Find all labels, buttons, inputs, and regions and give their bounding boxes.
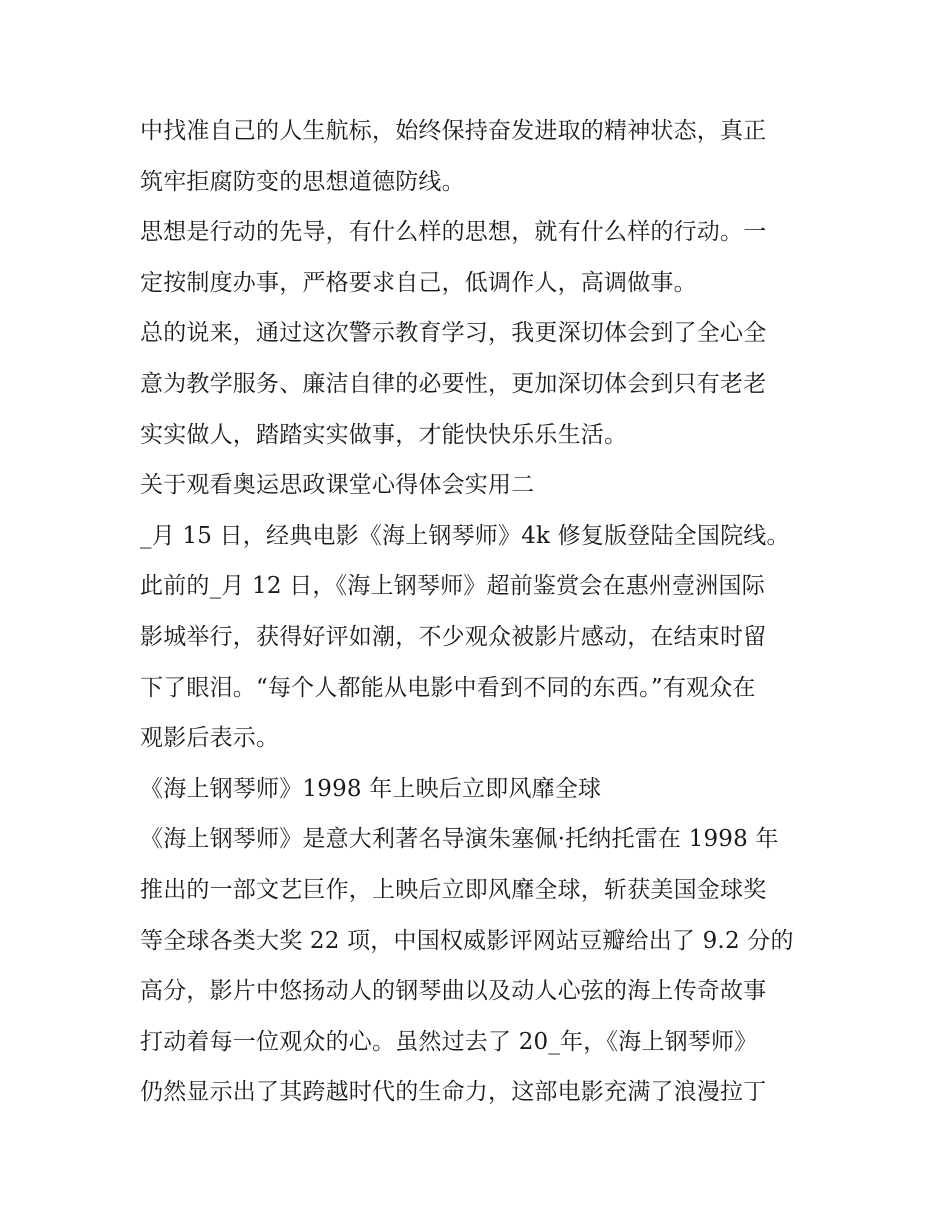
- text-line: 思想是行动的先导，有什么样的思想，就有什么样的行动。一: [140, 219, 767, 246]
- text-line: 筑牢拒腐防变的思想道德防线。: [140, 168, 465, 195]
- text-line: 推出的一部文艺巨作，上映后立即风靡全球，斩获美国金球奖: [140, 876, 767, 903]
- text-line: 定按制度办事，严格要求自己，低调作人，高调做事。: [140, 269, 697, 296]
- text-line: 此前的_月 12 日，《海上钢琴师》超前鉴赏会在惠州壹洲国际: [140, 573, 765, 600]
- section-heading: 关于观看奥运思政课堂心得体会实用二: [140, 472, 535, 499]
- text-line: 意为教学服务、廉洁自律的必要性，更加深切体会到只有老老: [140, 370, 767, 397]
- subheading: 《海上钢琴师》1998 年上映后立即风靡全球: [140, 775, 602, 802]
- text-line: 影城举行，获得好评如潮，不少观众被影片感动，在结束时留: [140, 623, 767, 650]
- text-line: 下了眼泪。“每个人都能从电影中看到不同的东西。”有观众在: [140, 674, 756, 701]
- text-line: 《海上钢琴师》是意大利著名导演朱塞佩·托纳托雷在 1998 年: [140, 826, 779, 853]
- text-line: 打动着每一位观众的心。虽然过去了 20_年，《海上钢琴师》: [140, 1028, 758, 1055]
- text-line: 观影后表示。: [140, 725, 280, 752]
- text-line: 等全球各类大奖 22 项，中国权威影评网站豆瓣给出了 9.2 分的: [140, 927, 794, 954]
- text-line: 总的说来，通过这次警示教育学习，我更深切体会到了全心全: [140, 320, 767, 347]
- text-line: 高分，影片中悠扬动人的钢琴曲以及动人心弦的海上传奇故事: [140, 978, 767, 1005]
- document-body: [140, 106, 820, 1118]
- text-line: 仍然显示出了其跨越时代的生命力，这部电影充满了浪漫拉丁: [140, 1079, 767, 1106]
- text-line: 实实做人，踏踏实实做事，才能快快乐乐生活。: [140, 421, 628, 448]
- text-line: 中找准自己的人生航标，始终保持奋发进取的精神状态，真正: [140, 118, 767, 144]
- text-line: _月 15 日，经典电影《海上钢琴师》4k 修复版登陆全国院线。: [140, 522, 790, 549]
